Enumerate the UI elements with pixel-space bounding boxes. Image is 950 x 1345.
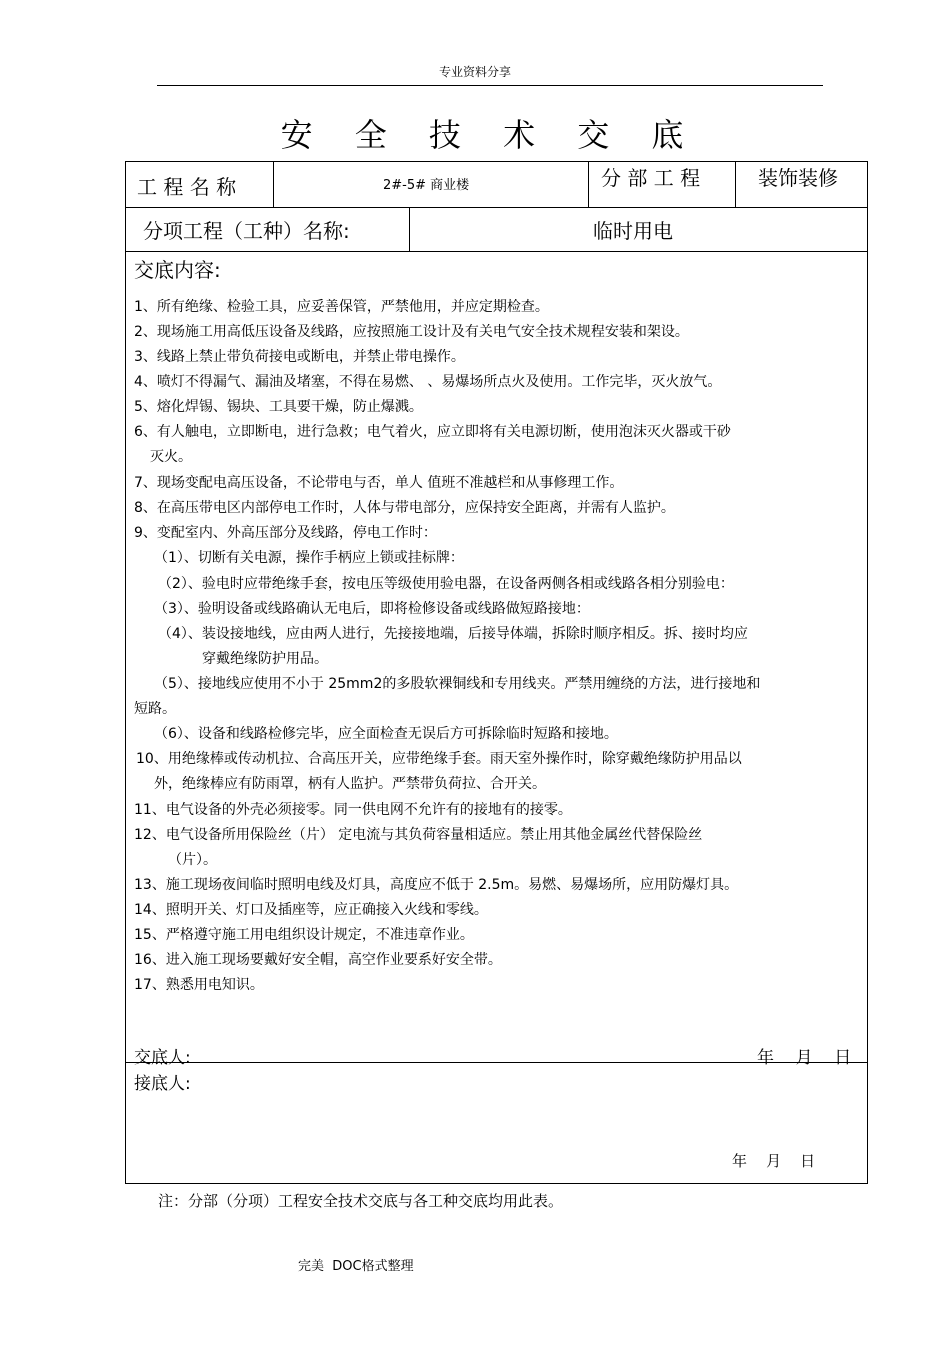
subitem-value: 临时用电	[593, 219, 673, 243]
col-divider-1	[273, 162, 274, 207]
content-line: 11、电气设备的外壳必须接零。同一供电网不允许有的接地有的接零。	[134, 802, 572, 818]
content-line: 灭火。	[150, 449, 192, 465]
content-line: 16、进入施工现场要戴好安全帽，高空作业要系好安全带。	[134, 952, 502, 968]
content-line: 13、施工现场夜间临时照明电线及灯具，高度应不低于 2.5m。易燃、易爆场所，应用防爆灯具。	[134, 877, 739, 893]
col-divider-3	[735, 162, 736, 207]
row-divider-1	[126, 207, 867, 208]
project-name-value: 2#-5# 商业楼	[383, 178, 470, 193]
content-line: 7、现场变配电高压设备，不论带电与否，单人 值班不准越栏和从事修理工作。	[134, 475, 624, 491]
subitem-label: 分项工程（工种）名称:	[143, 219, 350, 243]
content-line: 15、严格遵守施工用电组织设计规定，不准违章作业。	[134, 927, 474, 943]
division-label: 分 部 工 程	[601, 166, 701, 190]
row-divider-2	[126, 251, 867, 252]
content-line: 3、线路上禁止带负荷接电或断电，并禁止带电操作。	[134, 349, 465, 365]
receiver-date: 年 月 日	[732, 1152, 816, 1170]
content-line: 10、用绝缘棒或传动机拉、合高压开关，应带绝缘手套。雨天室外操作时，除穿戴绝缘防护用品以	[136, 751, 742, 767]
col-divider-2	[588, 162, 589, 207]
content-line: （4）、装设接地线，应由两人进行，先接接地端，后接导体端，拆除时顺序相反。拆、接时均应	[158, 626, 748, 642]
content-line: （3）、验明设备或线路确认无电后，即将检修设备或线路做短路接地：	[154, 601, 590, 617]
content-line: 2、现场施工用高低压设备及线路，应按照施工设计及有关电气安全技术规程安装和架设。	[134, 324, 689, 340]
content-label: 交底内容:	[134, 258, 221, 282]
table-note: 注：分部（分项）工程安全技术交底与各工种交底均用此表。	[158, 1192, 564, 1210]
content-line: （5）、接地线应使用不小于 25mm2的多股软裸铜线和专用线夹。严禁用缠绕的方法，进行接地和	[154, 676, 761, 692]
document-title: 安 全 技 术 交 底	[280, 116, 700, 154]
content-line: （1）、切断有关电源，操作手柄应上锁或挂标牌：	[154, 550, 464, 566]
project-name-label: 工 程 名 称	[137, 175, 237, 199]
content-line: 4、喷灯不得漏气、漏油及堵塞，不得在易燃、 、易爆场所点火及使用。工作完毕，灭火放气。	[134, 374, 722, 390]
row-divider-3	[126, 1062, 867, 1063]
content-line: 外，绝缘棒应有防雨罩，柄有人监护。严禁带负荷拉、合开关。	[154, 776, 546, 792]
content-line: （片）。	[168, 852, 217, 868]
receiver-label: 接底人:	[134, 1074, 191, 1094]
discloser-label: 交底人:	[134, 1048, 191, 1068]
content-line: 12、电气设备所用保险丝（片） 定电流与其负荷容量相适应。禁止用其他金属丝代替保险丝	[134, 827, 703, 843]
content-line: （6）、设备和线路检修完毕，应全面检查无误后方可拆除临时短路和接地。	[154, 726, 618, 742]
content-line: 5、熔化焊锡、锡块、工具要干燥，防止爆溅。	[134, 399, 423, 415]
content-line: 6、有人触电，立即断电，进行急救；电气着火，应立即将有关电源切断，使用泡沫灭火器或干砂	[134, 424, 731, 440]
content-line: 9、变配室内、外高压部分及线路，停电工作时：	[134, 525, 437, 541]
content-line: 14、照明开关、灯口及插座等，应正确接入火线和零线。	[134, 902, 488, 918]
division-value: 装饰装修	[758, 166, 838, 190]
header-rule	[157, 85, 823, 86]
content-line: 8、在高压带电区内部停电工作时，人体与带电部分，应保持安全距离，并需有人监护。	[134, 500, 675, 516]
content-line: 17、熟悉用电知识。	[134, 977, 264, 993]
col-divider-4	[409, 207, 410, 251]
discloser-date: 年 月 日	[757, 1048, 852, 1068]
content-line: （2）、验电时应带绝缘手套，按电压等级使用验电器，在设备两侧各相或线路各相分别验电：	[158, 576, 734, 592]
page-footer: 完美 DOC格式整理	[298, 1259, 414, 1274]
content-line: 1、所有绝缘、检验工具，应妥善保管，严禁他用，并应定期检查。	[134, 299, 549, 315]
content-line: 短路。	[134, 701, 176, 717]
page-header: 专业资料分享	[438, 65, 511, 79]
content-line: 穿戴绝缘防护用品。	[202, 651, 328, 667]
